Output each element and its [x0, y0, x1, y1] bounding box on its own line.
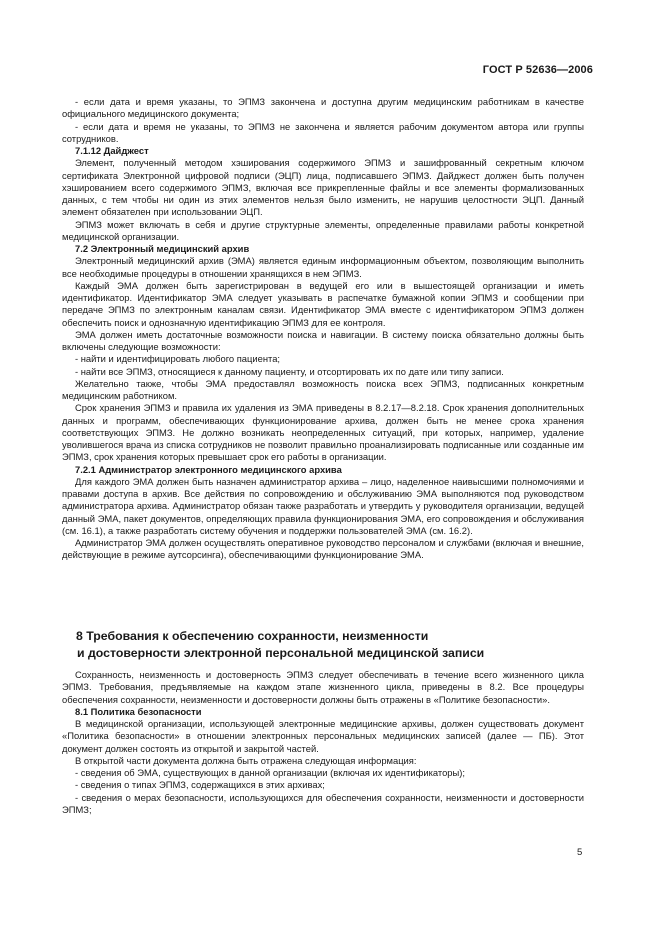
paragraph: В медицинской организации, использующей электронные медицинские архивы, должен существовать документ «Политика безопасности» в отношении электронных персональных медицинских записей (далее — ПБ). Этот документ должен состоять из открытой и закрытой частей. [62, 718, 584, 754]
paragraph: В открытой части документа должна быть отражена следующая информация: [75, 754, 417, 766]
paragraph: Электронный медицинский архив (ЭМА) является единым информационным объектом, позволяющим выполнить все необходимые процедуры в отношении хранящихся в нем ЭПМЗ. [62, 255, 584, 279]
chapter-title [76, 628, 596, 662]
paragraph: ЭМА должен иметь достаточные возможности поиска и навигации. В систему поиска обязательно должны быть включены следующие возможности: [62, 328, 584, 352]
paragraph: Желательно также, чтобы ЭМА предоставлял возможность поиска всех ЭПМЗ, подписанных конкретным медицинским работником. [62, 377, 584, 401]
paragraph: ЭПМЗ может включать в себя и другие структурные элементы, определенные правилами работы конкретной медицинской организации. [62, 218, 584, 242]
section-heading: 7.2.1 Администратор электронного медицинского архива [75, 463, 342, 475]
chapter-title-line: и достоверности электронной персональной медицинской записи [77, 646, 485, 660]
page-number: 5 [577, 847, 583, 858]
body-section-7 [62, 96, 584, 562]
paragraph: Срок хранения ЭПМЗ и правила их удаления из ЭМА приведены в 8.2.17—8.2.18. Срок хранения дополнительных данных и программ, обеспечивающих функционирование архива, должен быть не менее срока хранения соответствующих ЭПМЗ. Не должно возникать неопределенных ситуаций, при которых, например, удаление уволившегося врача из списка сотрудников не позволит правильно проанализировать подписанные или созданные им ЭПМЗ, срок хранения которых превышает срок его работы в организации. [62, 402, 584, 463]
paragraph: Каждый ЭМА должен быть зарегистрирован в ведущей его или в вышестоящей организации и иметь идентификатор. Идентификатор ЭМА следует указывать в распечатке бумажной копии ЭПМЗ и сообщении при передаче ЭПМЗ по электронным каналам связи. Идентификатор ЭМА вместе с идентификатором ЭПМЗ должен обеспечить поиск и однозначную идентификацию ЭПМЗ для ее контроля. [62, 279, 584, 328]
section-heading: 8.1 Политика безопасности [75, 705, 202, 717]
paragraph: Элемент, полученный методом хэширования содержимого ЭПМЗ и зашифрованный секретным ключом сертификата Электронной цифровой подписи (ЭЦП) лица, подписавшего ЭПМЗ. Дайджест должен быть получен хэшированием всего содержимого ЭПМЗ, включая все прикрепленные файлы и все элементы формализованных данных, с тем чтобы ни один из этих элементов нельзя было изменить, не нарушив целостности ЭЦП. Данный элемент обязателен при использовании ЭЦП. [62, 157, 584, 218]
paragraph: Администратор ЭМА должен осуществлять оперативное руководство персоналом и службами (включая и внешние, действующие в режиме аутсорсинга), обеспечивающими функционирование ЭМА. [62, 537, 584, 561]
body-section-8 [62, 669, 584, 816]
section-heading: 7.2 Электронный медицинский архив [75, 243, 250, 254]
paragraph: - если дата и время не указаны, то ЭПМЗ не закончена и является рабочим документом автора или группы сотрудников. [62, 120, 584, 144]
list-item: - сведения о мерах безопасности, использующихся для обеспечения сохранности, неизменности и достоверности ЭПМЗ; [62, 791, 584, 815]
paragraph: - если дата и время указаны, то ЭПМЗ закончена и доступна другим медицинским работникам в качестве официального медицинского документа; [62, 96, 584, 120]
list-item: - сведения о типах ЭПМЗ, содержащихся в этих архивах; [75, 779, 325, 791]
paragraph: Для каждого ЭМА должен быть назначен администратор архива – лицо, наделенное наивысшими полномочиями и правами доступа в архив. Все действия по сопровождению и обслуживанию ЭМА выполняются под руководством администратора архива. Администратор обязан также разработать и утвердить у руководителя организации, ведущей данный ЭМА, пакет документов, определяющих правила функционирования ЭМА, его сопровождения и обслуживания (см. 16.1), а также разработать систему обучения и поддержки пользователей ЭМА (см. 16.2). [62, 475, 584, 536]
section-heading: 7.1.12 Дайджест [75, 145, 149, 156]
chapter-title-line: 8 Требования к обеспечению сохранности, неизменности [76, 629, 429, 643]
list-item: - найти и идентифицировать любого пациента; [75, 353, 281, 365]
list-item: - сведения об ЭМА, существующих в данной организации (включая их идентификаторы); [75, 767, 465, 778]
list-item: - найти все ЭПМЗ, относящиеся к данному пациенту, и отсортировать их по дате или типу записи. [75, 365, 504, 377]
paragraph: Сохранность, неизменность и достоверность ЭПМЗ следует обеспечивать в течение всего жизненного цикла ЭПМЗ. Требования, предъявляемые на каждом этапе жизненного цикла, приведены в 8.2. Все процедуры обеспечения сохранности, неизменности и достоверности должны быть отражены в «Политике безопасности». [62, 669, 584, 705]
document-code: ГОСТ Р 52636—2006 [482, 64, 593, 76]
